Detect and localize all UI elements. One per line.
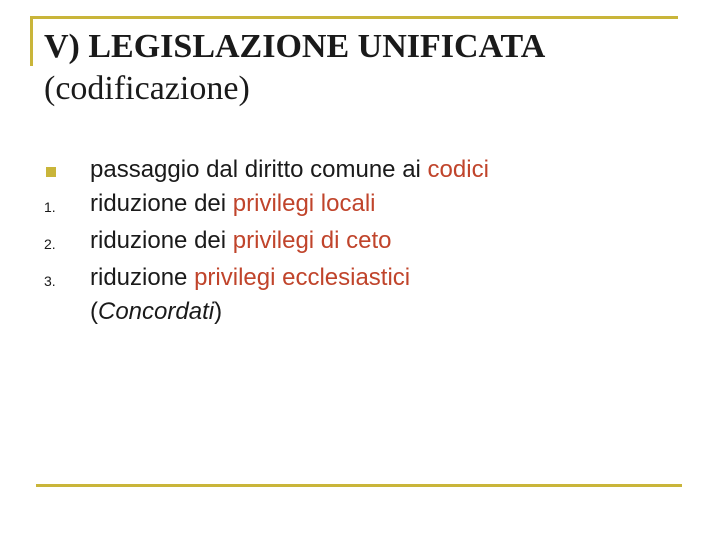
title-line-2: (codificazione) xyxy=(44,70,250,107)
list-number: 3. xyxy=(44,273,56,289)
concordati-text: Concordati xyxy=(98,298,215,325)
list-item xyxy=(44,224,684,261)
bullet-list xyxy=(44,153,684,329)
slide-title xyxy=(44,26,684,110)
list-number: 2. xyxy=(44,236,56,252)
square-bullet-icon xyxy=(44,153,90,187)
list-item xyxy=(44,261,684,329)
top-rule xyxy=(30,16,678,19)
list-item-text: riduzione dei privilegi di ceto xyxy=(90,227,392,254)
bottom-rule xyxy=(36,484,682,487)
list-item-text: riduzione privilegi ecclesiastici (Concordati) xyxy=(90,264,411,325)
list-item-text: passaggio dal diritto comune ai codici xyxy=(90,156,489,183)
title-line-1: V) LEGISLAZIONE UNIFICATA xyxy=(44,28,546,65)
left-rule xyxy=(30,16,33,66)
list-item-text: riduzione dei privilegi locali xyxy=(90,190,376,217)
list-number: 1. xyxy=(44,199,56,215)
list-item xyxy=(44,187,684,224)
list-item xyxy=(44,153,684,187)
